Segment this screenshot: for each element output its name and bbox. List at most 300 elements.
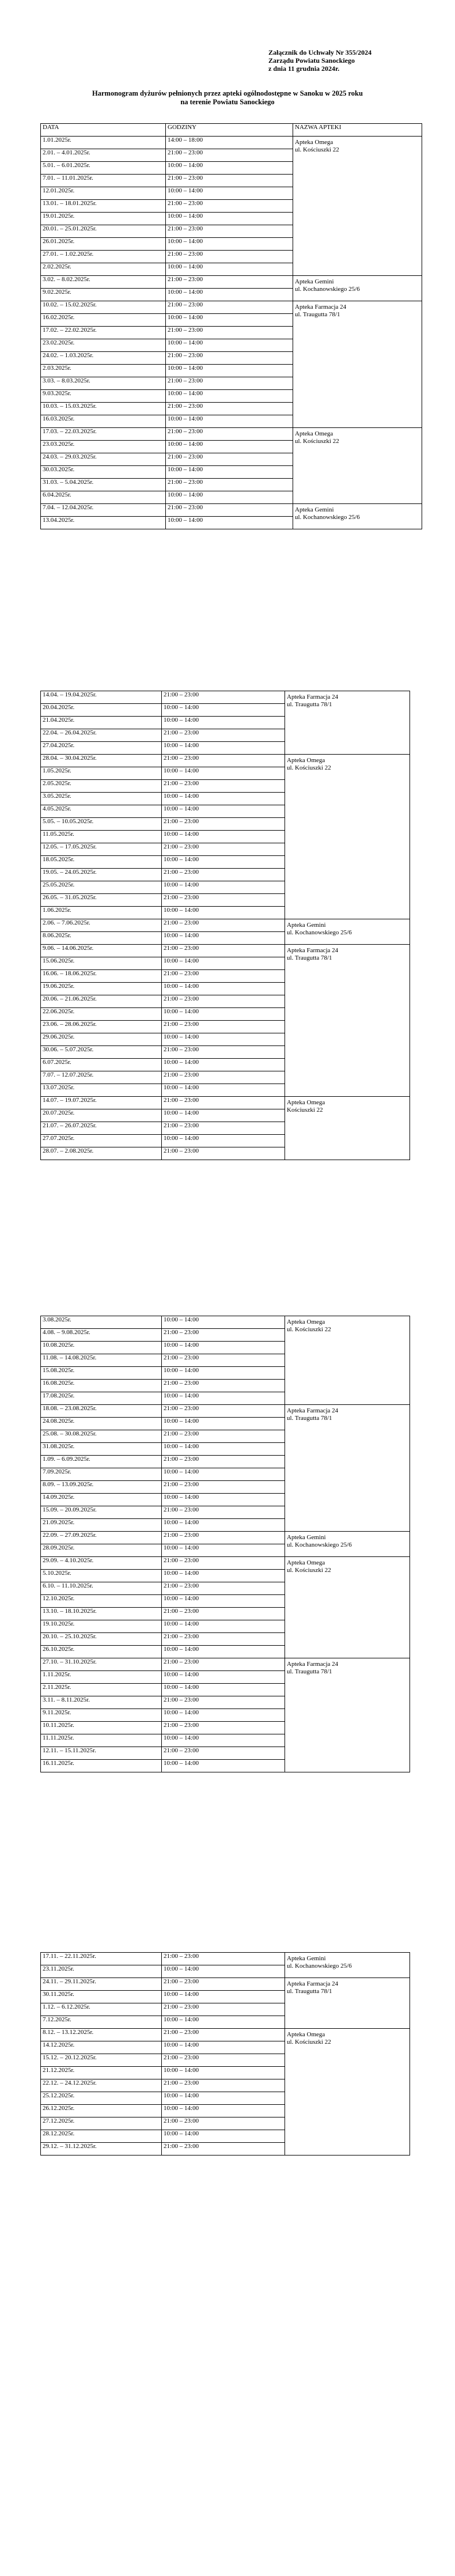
hours-cell: 10:00 – 14:00 xyxy=(162,1494,285,1506)
table-row xyxy=(41,1953,410,1965)
hours-cell: 10:00 – 14:00 xyxy=(162,2105,285,2117)
pharmacy-cell xyxy=(285,919,410,945)
date-cell: 2.05.2025r. xyxy=(41,780,162,793)
date-cell: 6.04.2025r. xyxy=(41,491,166,504)
hours-cell: 10:00 – 14:00 xyxy=(162,1418,285,1430)
pharmacy-name: Apteka Omega xyxy=(287,1319,325,1325)
hours-cell: 10:00 – 14:00 xyxy=(162,2041,285,2054)
pharmacy-name: Apteka Gemini xyxy=(295,506,334,513)
hours-cell: 21:00 – 23:00 xyxy=(162,995,285,1008)
date-cell: 2.02.2025r. xyxy=(41,263,166,276)
pharmacy-name: Apteka Farmacja 24 xyxy=(287,1661,339,1668)
pharmacy-name: Apteka Farmacja 24 xyxy=(287,1980,339,1987)
pharmacy-name: Apteka Gemini xyxy=(295,278,334,285)
hours-cell: 10:00 – 14:00 xyxy=(162,1392,285,1405)
table-row xyxy=(41,301,422,314)
date-cell: 3.02. – 8.02.2025r. xyxy=(41,276,166,289)
date-cell: 15.12. – 20.12.2025r. xyxy=(41,2054,162,2067)
date-cell: 12.11. – 15.11.2025r. xyxy=(41,1747,162,1760)
date-cell: 22.09. – 27.09.2025r. xyxy=(41,1532,162,1544)
hours-cell: 21:00 – 23:00 xyxy=(162,1380,285,1392)
hours-cell: 21:00 – 23:00 xyxy=(162,1097,285,1109)
hours-cell: 10:00 – 14:00 xyxy=(162,932,285,945)
date-cell: 5.01. – 6.01.2025r. xyxy=(41,162,166,175)
date-cell: 21.04.2025r. xyxy=(41,717,162,729)
pharmacy-name: Apteka Farmacja 24 xyxy=(287,694,339,700)
hours-cell: 21:00 – 23:00 xyxy=(166,175,293,187)
pharmacy-cell xyxy=(285,1532,410,1557)
hours-cell: 10:00 – 14:00 xyxy=(166,441,293,453)
hours-cell: 21:00 – 23:00 xyxy=(162,2143,285,2155)
date-cell: 25.08. – 30.08.2025r. xyxy=(41,1430,162,1443)
date-cell: 7.07. – 12.07.2025r. xyxy=(41,1071,162,1084)
document-header xyxy=(268,48,371,73)
date-cell: 24.08.2025r. xyxy=(41,1418,162,1430)
hours-cell: 21:00 – 23:00 xyxy=(162,1506,285,1519)
table-row xyxy=(41,276,422,289)
hours-cell: 10:00 – 14:00 xyxy=(166,365,293,377)
table-header-row xyxy=(41,124,422,137)
table-row xyxy=(41,755,410,767)
date-cell: 11.08. – 14.08.2025r. xyxy=(41,1354,162,1367)
date-cell: 16.06. – 18.06.2025r. xyxy=(41,970,162,983)
hours-cell: 10:00 – 14:00 xyxy=(162,1965,285,1978)
hours-cell: 21:00 – 23:00 xyxy=(162,1978,285,1991)
hours-cell: 10:00 – 14:00 xyxy=(162,1008,285,1021)
date-cell: 1.12. – 6.12.2025r. xyxy=(41,2003,162,2016)
date-cell: 3.11. – 8.11.2025r. xyxy=(41,1696,162,1709)
header-line: Zarządu Powiatu Sanockiego xyxy=(268,56,355,65)
table-row xyxy=(41,1532,410,1544)
date-cell: 21.12.2025r. xyxy=(41,2067,162,2079)
hours-cell: 21:00 – 23:00 xyxy=(162,1608,285,1620)
date-cell: 11.11.2025r. xyxy=(41,1734,162,1747)
pharmacy-name: Apteka Farmacja 24 xyxy=(295,304,347,310)
date-cell: 14.04. – 19.04.2025r. xyxy=(41,691,162,704)
hours-cell: 10:00 – 14:00 xyxy=(162,1468,285,1481)
hours-cell: 21:00 – 23:00 xyxy=(166,276,293,289)
pharmacy-cell xyxy=(293,276,422,301)
hours-cell: 10:00 – 14:00 xyxy=(166,415,293,428)
hours-cell: 21:00 – 23:00 xyxy=(162,780,285,793)
date-cell: 5.05. – 10.05.2025r. xyxy=(41,818,162,831)
date-cell: 1.01.2025r. xyxy=(41,137,166,149)
date-cell: 25.05.2025r. xyxy=(41,881,162,894)
hours-cell: 21:00 – 23:00 xyxy=(162,1722,285,1734)
pharmacy-address: ul. Traugutta 78/1 xyxy=(287,954,332,961)
pharmacy-cell xyxy=(285,1658,410,1772)
pharmacy-cell xyxy=(285,755,410,919)
pharmacy-address: ul. Kościuszki 22 xyxy=(287,1567,331,1574)
table-row xyxy=(41,945,410,957)
hours-cell: 21:00 – 23:00 xyxy=(162,1532,285,1544)
pharmacy-address: ul. Kościuszki 22 xyxy=(287,2039,331,2045)
pharmacy-address: ul. Kościuszki 22 xyxy=(295,438,339,445)
hours-cell: 14:00 – 18:00 xyxy=(166,137,293,149)
table-row xyxy=(41,1405,410,1418)
column-header: GODZINY xyxy=(166,124,293,137)
pharmacy-cell xyxy=(285,1316,410,1405)
date-cell: 2.06. – 7.06.2025r. xyxy=(41,919,162,932)
pharmacy-name: Apteka Omega xyxy=(295,430,333,437)
pharmacy-cell xyxy=(285,1557,410,1658)
date-cell: 24.11. – 29.11.2025r. xyxy=(41,1978,162,1991)
date-cell: 1.06.2025r. xyxy=(41,907,162,919)
pharmacy-name: Apteka Farmacja 24 xyxy=(287,1407,339,1414)
date-cell: 26.10.2025r. xyxy=(41,1646,162,1658)
hours-cell: 21:00 – 23:00 xyxy=(162,1582,285,1595)
hours-cell: 10:00 – 14:00 xyxy=(166,289,293,301)
date-cell: 4.08. – 9.08.2025r. xyxy=(41,1329,162,1342)
date-cell: 21.09.2025r. xyxy=(41,1519,162,1532)
hours-cell: 21:00 – 23:00 xyxy=(162,970,285,983)
date-cell: 24.02. – 1.03.2025r. xyxy=(41,352,166,365)
hours-cell: 10:00 – 14:00 xyxy=(162,717,285,729)
date-cell: 20.01. – 25.01.2025r. xyxy=(41,225,166,238)
hours-cell: 10:00 – 14:00 xyxy=(162,704,285,717)
date-cell: 20.10. – 25.10.2025r. xyxy=(41,1633,162,1646)
hours-cell: 21:00 – 23:00 xyxy=(166,453,293,466)
hours-cell: 10:00 – 14:00 xyxy=(162,767,285,780)
date-cell: 4.05.2025r. xyxy=(41,805,162,818)
date-cell: 16.03.2025r. xyxy=(41,415,166,428)
date-cell: 8.09. – 13.09.2025r. xyxy=(41,1481,162,1494)
hours-cell: 10:00 – 14:00 xyxy=(166,390,293,403)
date-cell: 27.04.2025r. xyxy=(41,742,162,755)
date-cell: 28.04. – 30.04.2025r. xyxy=(41,755,162,767)
hours-cell: 21:00 – 23:00 xyxy=(162,945,285,957)
hours-cell: 21:00 – 23:00 xyxy=(162,2117,285,2130)
hours-cell: 21:00 – 23:00 xyxy=(162,1071,285,1084)
date-cell: 29.12. – 31.12.2025r. xyxy=(41,2143,162,2155)
date-cell: 20.07.2025r. xyxy=(41,1109,162,1122)
hours-cell: 10:00 – 14:00 xyxy=(162,1620,285,1633)
pharmacy-cell xyxy=(285,691,410,755)
date-cell: 19.05. – 24.05.2025r. xyxy=(41,869,162,881)
date-cell: 3.03. – 8.03.2025r. xyxy=(41,377,166,390)
hours-cell: 21:00 – 23:00 xyxy=(162,843,285,856)
hours-cell: 10:00 – 14:00 xyxy=(162,1991,285,2003)
header-line: Załącznik do Uchwały Nr 355/2024 xyxy=(268,48,372,56)
table-row xyxy=(41,1557,410,1570)
hours-cell: 10:00 – 14:00 xyxy=(162,1519,285,1532)
pharmacy-cell xyxy=(293,504,422,529)
date-cell: 10.08.2025r. xyxy=(41,1342,162,1354)
hours-cell: 10:00 – 14:00 xyxy=(162,2092,285,2105)
hours-cell: 10:00 – 14:00 xyxy=(162,2130,285,2143)
pharmacy-name: Apteka Omega xyxy=(287,1559,325,1566)
pharmacy-address: ul. Traugutta 78/1 xyxy=(287,1415,332,1422)
pharmacy-name: Apteka Omega xyxy=(295,139,333,146)
hours-cell: 10:00 – 14:00 xyxy=(162,1033,285,1046)
hours-cell: 10:00 – 14:00 xyxy=(162,1084,285,1097)
date-cell: 17.03. – 22.03.2025r. xyxy=(41,428,166,441)
date-cell: 10.02. – 15.02.2025r. xyxy=(41,301,166,314)
pharmacy-name: Apteka Omega xyxy=(287,757,325,764)
date-cell: 28.09.2025r. xyxy=(41,1544,162,1557)
date-cell: 5.10.2025r. xyxy=(41,1570,162,1582)
hours-cell: 10:00 – 14:00 xyxy=(166,491,293,504)
hours-cell: 10:00 – 14:00 xyxy=(166,263,293,276)
pharmacy-name: Apteka Gemini xyxy=(287,1534,326,1541)
hours-cell: 10:00 – 14:00 xyxy=(162,2067,285,2079)
hours-cell: 10:00 – 14:00 xyxy=(162,742,285,755)
date-cell: 12.01.2025r. xyxy=(41,187,166,200)
hours-cell: 10:00 – 14:00 xyxy=(162,1316,285,1329)
date-cell: 20.06. – 21.06.2025r. xyxy=(41,995,162,1008)
hours-cell: 10:00 – 14:00 xyxy=(162,2016,285,2029)
date-cell: 30.03.2025r. xyxy=(41,466,166,479)
hours-cell: 21:00 – 23:00 xyxy=(166,149,293,162)
hours-cell: 10:00 – 14:00 xyxy=(162,856,285,869)
hours-cell: 10:00 – 14:00 xyxy=(162,907,285,919)
hours-cell: 21:00 – 23:00 xyxy=(162,2079,285,2092)
hours-cell: 21:00 – 23:00 xyxy=(166,352,293,365)
date-cell: 9.11.2025r. xyxy=(41,1709,162,1722)
hours-cell: 10:00 – 14:00 xyxy=(162,1646,285,1658)
hours-cell: 21:00 – 23:00 xyxy=(162,1430,285,1443)
hours-cell: 10:00 – 14:00 xyxy=(166,187,293,200)
title-line: Harmonogram dyżurów pełnionych przez apteki ogólnodostępne w Sanoku w 2025 roku xyxy=(92,89,363,97)
table-row xyxy=(41,428,422,441)
hours-cell: 10:00 – 14:00 xyxy=(162,881,285,894)
hours-cell: 21:00 – 23:00 xyxy=(166,377,293,390)
hours-cell: 10:00 – 14:00 xyxy=(166,339,293,352)
date-cell: 20.04.2025r. xyxy=(41,704,162,717)
pharmacy-cell xyxy=(285,2029,410,2155)
hours-cell: 21:00 – 23:00 xyxy=(162,755,285,767)
date-cell: 1.09. – 6.09.2025r. xyxy=(41,1456,162,1468)
hours-cell: 21:00 – 23:00 xyxy=(166,428,293,441)
schedule-table-page-2 xyxy=(40,691,410,1160)
hours-cell: 21:00 – 23:00 xyxy=(162,2003,285,2016)
table-row xyxy=(41,1316,410,1329)
date-cell: 15.08.2025r. xyxy=(41,1367,162,1380)
pharmacy-cell xyxy=(293,301,422,428)
date-cell: 14.09.2025r. xyxy=(41,1494,162,1506)
pharmacy-address: ul. Traugutta 78/1 xyxy=(287,1988,332,1995)
hours-cell: 21:00 – 23:00 xyxy=(162,1696,285,1709)
date-cell: 2.01. – 4.01.2025r. xyxy=(41,149,166,162)
date-cell: 16.08.2025r. xyxy=(41,1380,162,1392)
table-row xyxy=(41,1978,410,1991)
hours-cell: 21:00 – 23:00 xyxy=(162,691,285,704)
hours-cell: 10:00 – 14:00 xyxy=(162,1709,285,1722)
pharmacy-cell xyxy=(285,1978,410,2029)
date-cell: 23.06. – 28.06.2025r. xyxy=(41,1021,162,1033)
date-cell: 26.01.2025r. xyxy=(41,238,166,251)
hours-cell: 21:00 – 23:00 xyxy=(162,1481,285,1494)
date-cell: 13.01. – 18.01.2025r. xyxy=(41,200,166,213)
date-cell: 2.03.2025r. xyxy=(41,365,166,377)
hours-cell: 21:00 – 23:00 xyxy=(162,1456,285,1468)
date-cell: 26.12.2025r. xyxy=(41,2105,162,2117)
date-cell: 7.04. – 12.04.2025r. xyxy=(41,504,166,517)
pharmacy-name: Apteka Omega xyxy=(287,2031,325,2038)
hours-cell: 10:00 – 14:00 xyxy=(162,1570,285,1582)
hours-cell: 21:00 – 23:00 xyxy=(162,894,285,907)
hours-cell: 21:00 – 23:00 xyxy=(162,1557,285,1570)
date-cell: 7.09.2025r. xyxy=(41,1468,162,1481)
date-cell: 14.12.2025r. xyxy=(41,2041,162,2054)
pharmacy-address: ul. Traugutta 78/1 xyxy=(295,311,340,318)
date-cell: 23.02.2025r. xyxy=(41,339,166,352)
pharmacy-cell xyxy=(293,428,422,504)
hours-cell: 10:00 – 14:00 xyxy=(166,238,293,251)
hours-cell: 21:00 – 23:00 xyxy=(162,729,285,742)
date-cell: 16.02.2025r. xyxy=(41,314,166,327)
title-line: na terenie Powiatu Sanockiego xyxy=(180,98,275,106)
hours-cell: 10:00 – 14:00 xyxy=(162,983,285,995)
hours-cell: 10:00 – 14:00 xyxy=(162,1734,285,1747)
hours-cell: 21:00 – 23:00 xyxy=(162,1147,285,1160)
date-cell: 27.12.2025r. xyxy=(41,2117,162,2130)
column-header: DATA xyxy=(41,124,166,137)
date-cell: 17.08.2025r. xyxy=(41,1392,162,1405)
date-cell: 13.07.2025r. xyxy=(41,1084,162,1097)
hours-cell: 10:00 – 14:00 xyxy=(162,1595,285,1608)
date-cell: 17.11. – 22.11.2025r. xyxy=(41,1953,162,1965)
hours-cell: 10:00 – 14:00 xyxy=(162,1443,285,1456)
hours-cell: 10:00 – 14:00 xyxy=(162,1059,285,1071)
hours-cell: 10:00 – 14:00 xyxy=(162,1342,285,1354)
hours-cell: 21:00 – 23:00 xyxy=(162,818,285,831)
date-cell: 8.12. – 13.12.2025r. xyxy=(41,2029,162,2041)
pharmacy-name: Apteka Omega xyxy=(287,1099,325,1106)
pharmacy-address: ul. Kościuszki 22 xyxy=(295,146,339,153)
date-cell: 22.12. – 24.12.2025r. xyxy=(41,2079,162,2092)
date-cell: 3.08.2025r. xyxy=(41,1316,162,1329)
pharmacy-cell xyxy=(285,1405,410,1532)
table-row xyxy=(41,691,410,704)
hours-cell: 10:00 – 14:00 xyxy=(162,793,285,805)
date-cell: 23.03.2025r. xyxy=(41,441,166,453)
date-cell: 29.06.2025r. xyxy=(41,1033,162,1046)
date-cell: 27.07.2025r. xyxy=(41,1135,162,1147)
hours-cell: 21:00 – 23:00 xyxy=(162,919,285,932)
hours-cell: 21:00 – 23:00 xyxy=(166,301,293,314)
date-cell: 9.06. – 14.06.2025r. xyxy=(41,945,162,957)
pharmacy-name: Apteka Farmacja 24 xyxy=(287,947,339,954)
date-cell: 22.06.2025r. xyxy=(41,1008,162,1021)
date-cell: 15.09. – 20.09.2025r. xyxy=(41,1506,162,1519)
date-cell: 1.05.2025r. xyxy=(41,767,162,780)
date-cell: 7.12.2025r. xyxy=(41,2016,162,2029)
hours-cell: 10:00 – 14:00 xyxy=(166,314,293,327)
hours-cell: 21:00 – 23:00 xyxy=(166,251,293,263)
hours-cell: 21:00 – 23:00 xyxy=(166,200,293,213)
schedule-table-page-4 xyxy=(40,1952,410,2155)
date-cell: 19.01.2025r. xyxy=(41,213,166,225)
date-cell: 29.09. – 4.10.2025r. xyxy=(41,1557,162,1570)
table-row xyxy=(41,504,422,517)
pharmacy-cell xyxy=(285,945,410,1097)
hours-cell: 21:00 – 23:00 xyxy=(162,1953,285,1965)
date-cell: 2.11.2025r. xyxy=(41,1684,162,1696)
date-cell: 11.05.2025r. xyxy=(41,831,162,843)
date-cell: 3.05.2025r. xyxy=(41,793,162,805)
pharmacy-address: ul. Traugutta 78/1 xyxy=(287,1668,332,1675)
hours-cell: 21:00 – 23:00 xyxy=(162,1329,285,1342)
hours-cell: 10:00 – 14:00 xyxy=(162,1544,285,1557)
hours-cell: 21:00 – 23:00 xyxy=(166,327,293,339)
date-cell: 9.02.2025r. xyxy=(41,289,166,301)
pharmacy-address: ul. Kochanowskiego 25/6 xyxy=(287,1541,352,1548)
date-cell: 28.12.2025r. xyxy=(41,2130,162,2143)
hours-cell: 10:00 – 14:00 xyxy=(162,1367,285,1380)
date-cell: 1.11.2025r. xyxy=(41,1671,162,1684)
table-row xyxy=(41,1097,410,1109)
hours-cell: 21:00 – 23:00 xyxy=(162,1747,285,1760)
table-row xyxy=(41,1658,410,1671)
date-cell: 22.04. – 26.04.2025r. xyxy=(41,729,162,742)
hours-cell: 21:00 – 23:00 xyxy=(162,1021,285,1033)
date-cell: 14.07. – 19.07.2025r. xyxy=(41,1097,162,1109)
hours-cell: 21:00 – 23:00 xyxy=(162,1046,285,1059)
pharmacy-address: ul. Kochanowskiego 25/6 xyxy=(287,1963,352,1969)
date-cell: 12.10.2025r. xyxy=(41,1595,162,1608)
document-title xyxy=(0,89,455,107)
pharmacy-address: Kościuszki 22 xyxy=(287,1107,323,1113)
hours-cell: 10:00 – 14:00 xyxy=(162,1671,285,1684)
date-cell: 30.11.2025r. xyxy=(41,1991,162,2003)
hours-cell: 10:00 – 14:00 xyxy=(162,957,285,970)
date-cell: 13.10. – 18.10.2025r. xyxy=(41,1608,162,1620)
date-cell: 27.01. – 1.02.2025r. xyxy=(41,251,166,263)
date-cell: 6.07.2025r. xyxy=(41,1059,162,1071)
pharmacy-name: Apteka Gemini xyxy=(287,1955,326,1962)
date-cell: 16.11.2025r. xyxy=(41,1760,162,1772)
date-cell: 10.11.2025r. xyxy=(41,1722,162,1734)
hours-cell: 21:00 – 23:00 xyxy=(166,504,293,517)
table-row xyxy=(41,137,422,149)
hours-cell: 21:00 – 23:00 xyxy=(166,225,293,238)
hours-cell: 10:00 – 14:00 xyxy=(162,1109,285,1122)
hours-cell: 10:00 – 14:00 xyxy=(166,162,293,175)
date-cell: 27.10. – 31.10.2025r. xyxy=(41,1658,162,1671)
header-line: z dnia 11 grudnia 2024r. xyxy=(268,65,340,73)
pharmacy-cell xyxy=(285,1097,410,1160)
date-cell: 31.03. – 5.04.2025r. xyxy=(41,479,166,491)
hours-cell: 10:00 – 14:00 xyxy=(166,517,293,529)
hours-cell: 21:00 – 23:00 xyxy=(162,1122,285,1135)
date-cell: 8.06.2025r. xyxy=(41,932,162,945)
pharmacy-name: Apteka Gemini xyxy=(287,922,326,929)
pharmacy-address: ul. Kochanowskiego 25/6 xyxy=(287,929,352,936)
pharmacy-cell xyxy=(285,1953,410,1978)
date-cell: 13.04.2025r. xyxy=(41,517,166,529)
pharmacy-address: ul. Kościuszki 22 xyxy=(287,764,331,771)
date-cell: 6.10. – 11.10.2025r. xyxy=(41,1582,162,1595)
schedule-table-page-1 xyxy=(40,123,422,529)
date-cell: 24.03. – 29.03.2025r. xyxy=(41,453,166,466)
hours-cell: 10:00 – 14:00 xyxy=(162,1684,285,1696)
date-cell: 19.06.2025r. xyxy=(41,983,162,995)
date-cell: 7.01. – 11.01.2025r. xyxy=(41,175,166,187)
date-cell: 28.07. – 2.08.2025r. xyxy=(41,1147,162,1160)
date-cell: 10.03. – 15.03.2025r. xyxy=(41,403,166,415)
date-cell: 15.06.2025r. xyxy=(41,957,162,970)
table-row xyxy=(41,919,410,932)
hours-cell: 21:00 – 23:00 xyxy=(162,1658,285,1671)
hours-cell: 21:00 – 23:00 xyxy=(162,2054,285,2067)
hours-cell: 21:00 – 23:00 xyxy=(162,869,285,881)
pharmacy-cell xyxy=(293,137,422,276)
pharmacy-address: ul. Traugutta 78/1 xyxy=(287,701,332,708)
date-cell: 23.11.2025r. xyxy=(41,1965,162,1978)
hours-cell: 21:00 – 23:00 xyxy=(162,1633,285,1646)
date-cell: 17.02. – 22.02.2025r. xyxy=(41,327,166,339)
